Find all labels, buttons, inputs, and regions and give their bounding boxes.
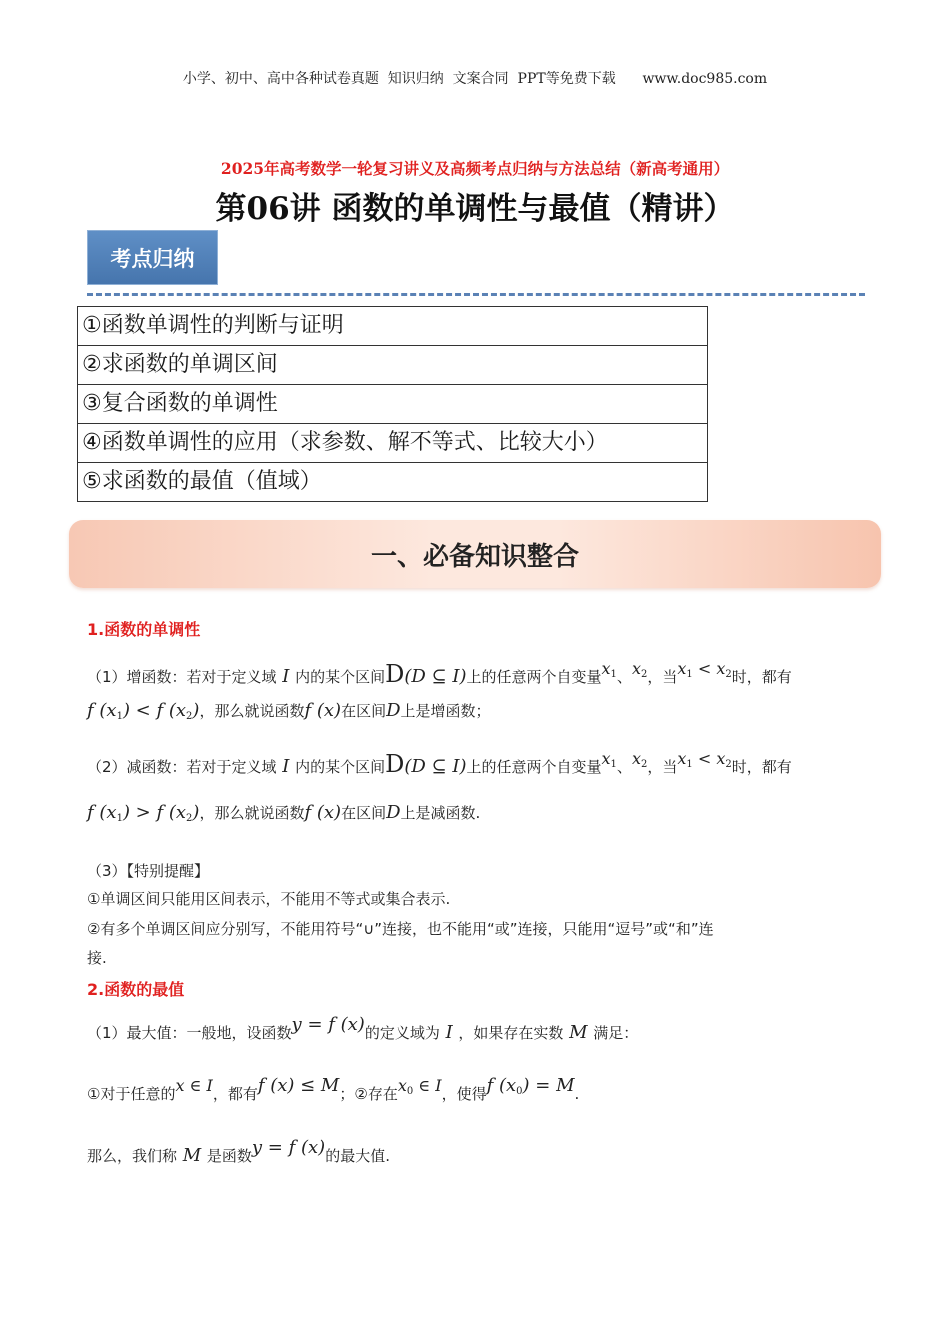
decreasing-def-line1: （2）减函数：若对于定义域 I 内的某个区间D(D ⊆ I)上的任意两个自变量$x_1$、$x_2$，当$x_1 < x_2$时，都有 (87, 749, 792, 778)
header-site: www.doc985.com (642, 71, 768, 87)
document-subtitle: 2025年高考数学一轮复习讲义及高频考点归纳与方法总结（新高考通用） (220, 159, 730, 178)
reminder-1: ①单调区间只能用区间表示，不能用不等式或集合表示. (87, 890, 451, 908)
page-header (0, 68, 950, 88)
topic-cell: ④函数单调性的应用（求参数、解不等式、比较大小） (78, 424, 708, 463)
topics-table (77, 306, 708, 502)
reminder-2: ②有多个单调区间应分别写，不能用符号“∪”连接，也不能用“或”连接，只能用“逗号”或“和”连 (87, 920, 714, 938)
reminder-2-cont: 接. (87, 949, 107, 967)
table-row (78, 307, 708, 346)
section-banner: 一、必备知识整合 (69, 520, 881, 588)
decreasing-def-line2: f $(x_1) > f$ $(x_2)$，那么就说函数f (x)在区间D上是减函数. (87, 802, 481, 824)
table-row (78, 385, 708, 424)
section-tag: 考点归纳 (87, 230, 218, 285)
reminder-heading: （3）【特别提醒】 (87, 862, 210, 880)
dashed-divider (87, 293, 865, 296)
max-def-line3: 那么，我们称 M 是函数y = f (x)的最大值. (87, 1137, 390, 1166)
header-text: 小学、初中、高中各种试卷真题 知识归纳 文案合同 PPT等免费下载 (182, 71, 616, 87)
topic-cell: ③复合函数的单调性 (78, 385, 708, 424)
increasing-def-line1: （1）增函数：若对于定义域 I 内的某个区间D(D ⊆ I)上的任意两个自变量$x_1$、$x_2$，当$x_1 < x_2$时，都有 (87, 659, 792, 688)
max-def-line1: （1）最大值：一般地，设函数y = f (x)的定义域为 I ，如果存在实数 M 满足： (87, 1014, 639, 1043)
document-title: 第06讲 函数的单调性与最值（精讲） (215, 191, 735, 227)
topic-cell: ②求函数的单调区间 (78, 346, 708, 385)
topic-cell: ①函数单调性的判断与证明 (78, 307, 708, 346)
section-heading-monotonicity: 1.函数的单调性 (87, 620, 201, 639)
table-row (78, 346, 708, 385)
max-def-line2: ①对于任意的x ∈ I，都有f (x) ≤ M；②存在$x_0$ ∈ I，使得f $(x_0) = M$. (87, 1075, 580, 1103)
increasing-def-line2: f $(x_1) < f$ $(x_2)$，那么就说函数f (x)在区间D上是增函数； (87, 700, 491, 722)
section-heading-extrema: 2.函数的最值 (87, 980, 185, 999)
table-row (78, 424, 708, 463)
topic-cell: ⑤求函数的最值（值域） (78, 463, 708, 502)
table-row (78, 463, 708, 502)
